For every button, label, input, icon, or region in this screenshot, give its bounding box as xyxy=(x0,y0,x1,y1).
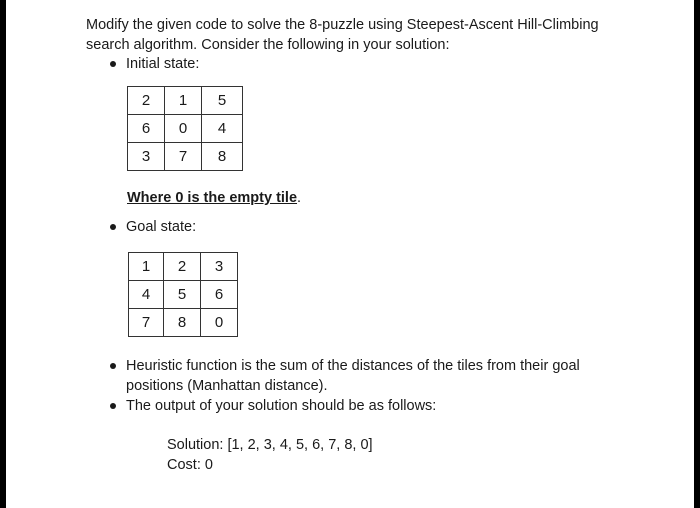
bullet-heuristic xyxy=(110,363,116,369)
heuristic-line-2: positions (Manhattan distance). xyxy=(126,378,328,394)
initial-cell: 2 xyxy=(128,87,165,115)
initial-cell: 5 xyxy=(202,87,243,115)
goal-state-grid xyxy=(128,252,238,337)
goal-row-1 xyxy=(129,253,238,281)
left-border xyxy=(0,0,6,508)
initial-cell: 8 xyxy=(202,143,243,171)
goal-row-2 xyxy=(129,281,238,309)
bullet-output xyxy=(110,403,116,409)
goal-cell: 7 xyxy=(129,309,164,337)
goal-cell: 0 xyxy=(201,309,238,337)
initial-cell: 0 xyxy=(165,115,202,143)
goal-state-label: Goal state: xyxy=(126,219,197,235)
initial-row-2 xyxy=(128,115,243,143)
goal-cell: 3 xyxy=(201,253,238,281)
heuristic-line-1: Heuristic function is the sum of the distances of the tiles from their goal xyxy=(126,358,580,374)
right-border xyxy=(694,0,700,508)
initial-state-grid xyxy=(127,86,243,171)
bullet-goal-state xyxy=(110,224,116,230)
empty-tile-note-period: . xyxy=(297,190,302,206)
goal-cell: 8 xyxy=(164,309,201,337)
goal-cell: 1 xyxy=(129,253,164,281)
initial-row-1 xyxy=(128,87,243,115)
empty-tile-note xyxy=(127,188,301,208)
goal-cell: 6 xyxy=(201,281,238,309)
initial-state-label: Initial state: xyxy=(126,56,200,72)
initial-cell: 1 xyxy=(165,87,202,115)
intro-line-2: search algorithm. Consider the following in your solution: xyxy=(86,37,450,53)
initial-row-3 xyxy=(128,143,243,171)
initial-cell: 3 xyxy=(128,143,165,171)
goal-cell: 5 xyxy=(164,281,201,309)
goal-row-3 xyxy=(129,309,238,337)
empty-tile-note-text: Where 0 is the empty tile xyxy=(127,190,298,206)
solution-line: Solution: [1, 2, 3, 4, 5, 6, 7, 8, 0] xyxy=(167,437,373,453)
goal-cell: 4 xyxy=(129,281,164,309)
goal-cell: 2 xyxy=(164,253,201,281)
initial-cell: 6 xyxy=(128,115,165,143)
intro-line-1: Modify the given code to solve the 8-puzzle using Steepest-Ascent Hill-Climbing xyxy=(86,17,599,33)
cost-line: Cost: 0 xyxy=(167,457,213,473)
output-instruction: The output of your solution should be as follows: xyxy=(126,398,437,414)
initial-cell: 4 xyxy=(202,115,243,143)
bullet-initial-state xyxy=(110,61,116,67)
initial-cell: 7 xyxy=(165,143,202,171)
